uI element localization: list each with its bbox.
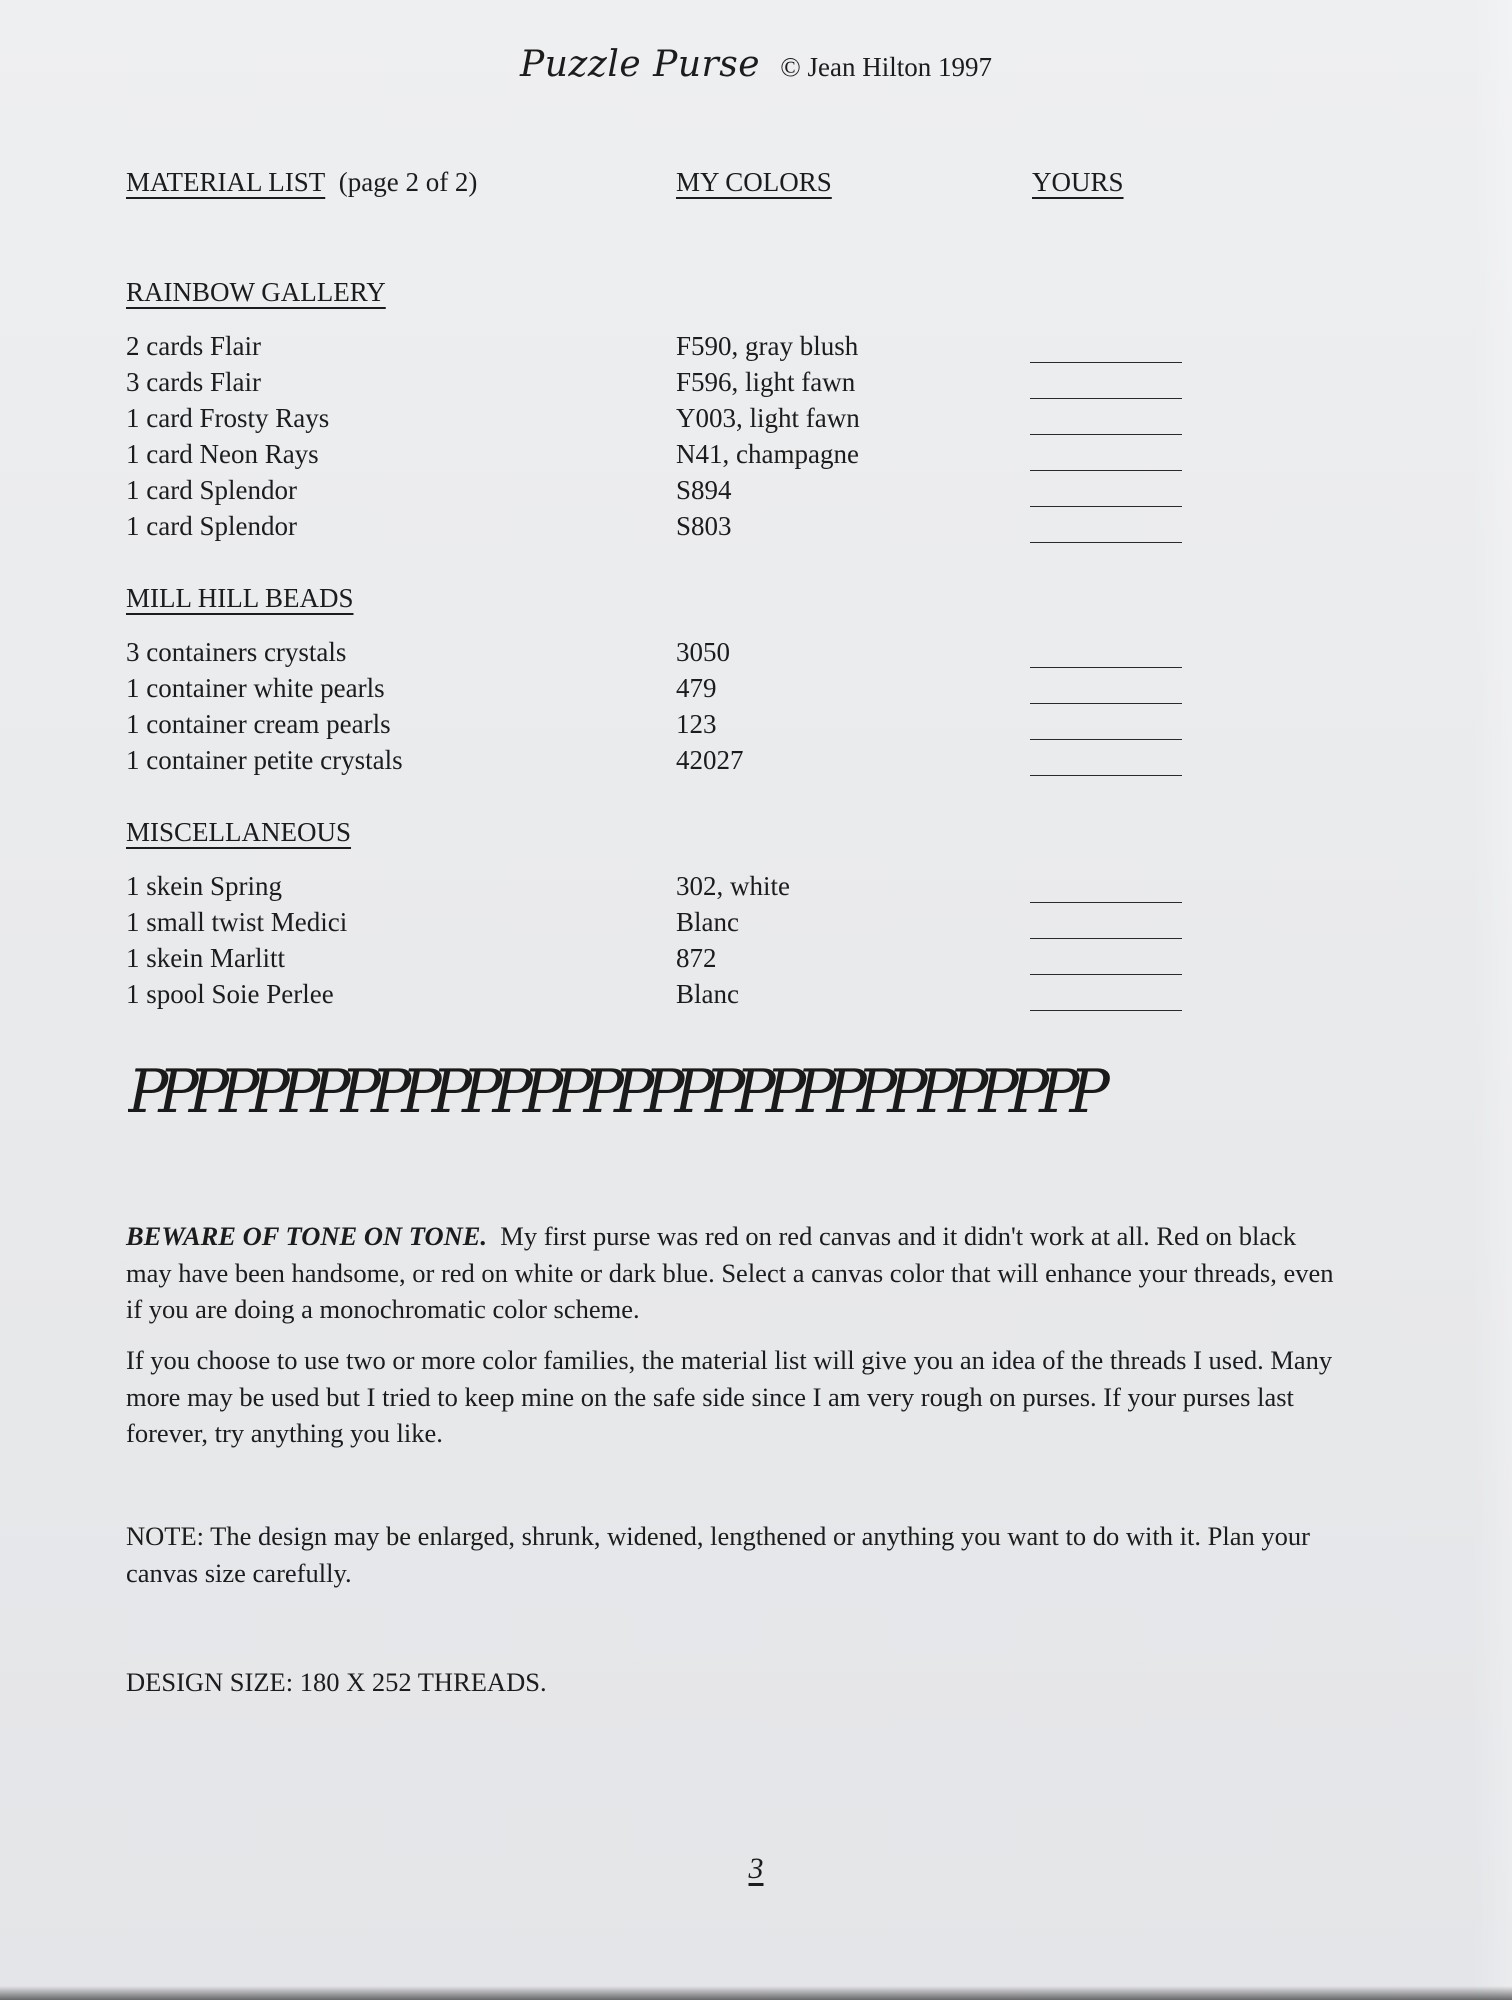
- script-p-divider: PPPPPPPPPPPPPPPPPPPPPPPPPPPPPPPP: [128, 1057, 1100, 1127]
- color-families-paragraph: If you choose to use two or more color families, the material list will give you an idea of the threads I used. Many more may be used but I tried to keep mine on the safe side since I am very rough on purses. If your purses last forever, try anything you like.: [126, 1345, 1333, 1448]
- yours-blank-line[interactable]: [1030, 667, 1182, 668]
- yours-blank-line[interactable]: [1030, 703, 1182, 704]
- color-item: S894: [676, 475, 732, 505]
- color-item: Blanc: [676, 979, 739, 1009]
- page-note: (page 2 of 2): [338, 167, 478, 197]
- section-title-miscellaneous: MISCELLANEOUS: [126, 817, 352, 847]
- material-item: 1 container cream pearls: [126, 709, 391, 739]
- page-edge-highlight: [1472, 0, 1512, 2000]
- color-item: 302, white: [676, 871, 790, 901]
- color-item: Y003, light fawn: [676, 403, 860, 433]
- page-header: [0, 44, 1512, 85]
- material-item: 1 container petite crystals: [126, 745, 403, 775]
- section-title-mill-hill-beads: MILL HILL BEADS: [126, 583, 354, 613]
- material-item: 1 container white pearls: [126, 673, 385, 703]
- copyright-notice: © Jean Hilton 1997: [780, 52, 992, 82]
- design-size-line: DESIGN SIZE: 180 X 252 THREADS.: [126, 1667, 547, 1697]
- color-item: F590, gray blush: [676, 331, 859, 361]
- yours-heading: YOURS: [1032, 167, 1124, 197]
- yours-blank-line[interactable]: [1030, 398, 1182, 399]
- script-title: Puzzle Purse: [520, 44, 760, 85]
- yours-blank-line[interactable]: [1030, 362, 1182, 363]
- color-item: 479: [676, 673, 717, 703]
- material-item: 3 cards Flair: [126, 367, 261, 397]
- color-item: 123: [676, 709, 717, 739]
- material-item: 3 containers crystals: [126, 637, 347, 667]
- material-item: 1 card Splendor: [126, 475, 297, 505]
- yours-blank-line[interactable]: [1030, 938, 1182, 939]
- color-item: S803: [676, 511, 732, 541]
- yours-blank-line[interactable]: [1030, 542, 1182, 543]
- yours-blank-line[interactable]: [1030, 434, 1182, 435]
- tone-on-tone-paragraph: [126, 1218, 1346, 1328]
- color-item: 3050: [676, 637, 730, 667]
- my-colors-heading: MY COLORS: [676, 167, 832, 197]
- material-item: 1 card Neon Rays: [126, 439, 319, 469]
- yours-blank-line[interactable]: [1030, 739, 1182, 740]
- material-item: 1 card Frosty Rays: [126, 403, 330, 433]
- yours-blank-line[interactable]: [1030, 1010, 1182, 1011]
- color-item: 872: [676, 943, 717, 973]
- material-item: 1 card Splendor: [126, 511, 297, 541]
- material-list-label: MATERIAL LIST: [126, 167, 326, 197]
- tone-warning-lead: BEWARE OF TONE ON TONE.: [126, 1221, 488, 1251]
- color-item: 42027: [676, 745, 744, 775]
- color-item: Blanc: [676, 907, 739, 937]
- material-list-heading: [126, 164, 477, 200]
- page-bottom-shadow: [0, 1986, 1512, 2000]
- yours-blank-line[interactable]: [1030, 974, 1182, 975]
- yours-blank-line[interactable]: [1030, 506, 1182, 507]
- yours-blank-line[interactable]: [1030, 470, 1182, 471]
- material-item: 1 skein Marlitt: [126, 943, 285, 973]
- yours-blank-line[interactable]: [1030, 902, 1182, 903]
- material-item: 2 cards Flair: [126, 331, 261, 361]
- section-title-rainbow-gallery: RAINBOW GALLERY: [126, 277, 386, 307]
- material-item: 1 small twist Medici: [126, 907, 348, 937]
- material-item: 1 spool Soie Perlee: [126, 979, 334, 1009]
- yours-blank-line[interactable]: [1030, 775, 1182, 776]
- tone-warning-body: My first purse was red on red canvas and it didn't work at all. Red on black may have been handsome, or red on white or dark blue. Select a canvas color that will enhance your threads, even if you are doing a monochromatic color scheme.: [126, 1221, 1334, 1324]
- page-number: 3: [748, 1852, 764, 1885]
- material-item: 1 skein Spring: [126, 871, 283, 901]
- color-item: N41, champagne: [676, 439, 859, 469]
- color-item: F596, light fawn: [676, 367, 856, 397]
- design-note-paragraph: NOTE: The design may be enlarged, shrunk, widened, lengthened or anything you want to do with it. Plan your canvas size carefully.: [126, 1521, 1310, 1588]
